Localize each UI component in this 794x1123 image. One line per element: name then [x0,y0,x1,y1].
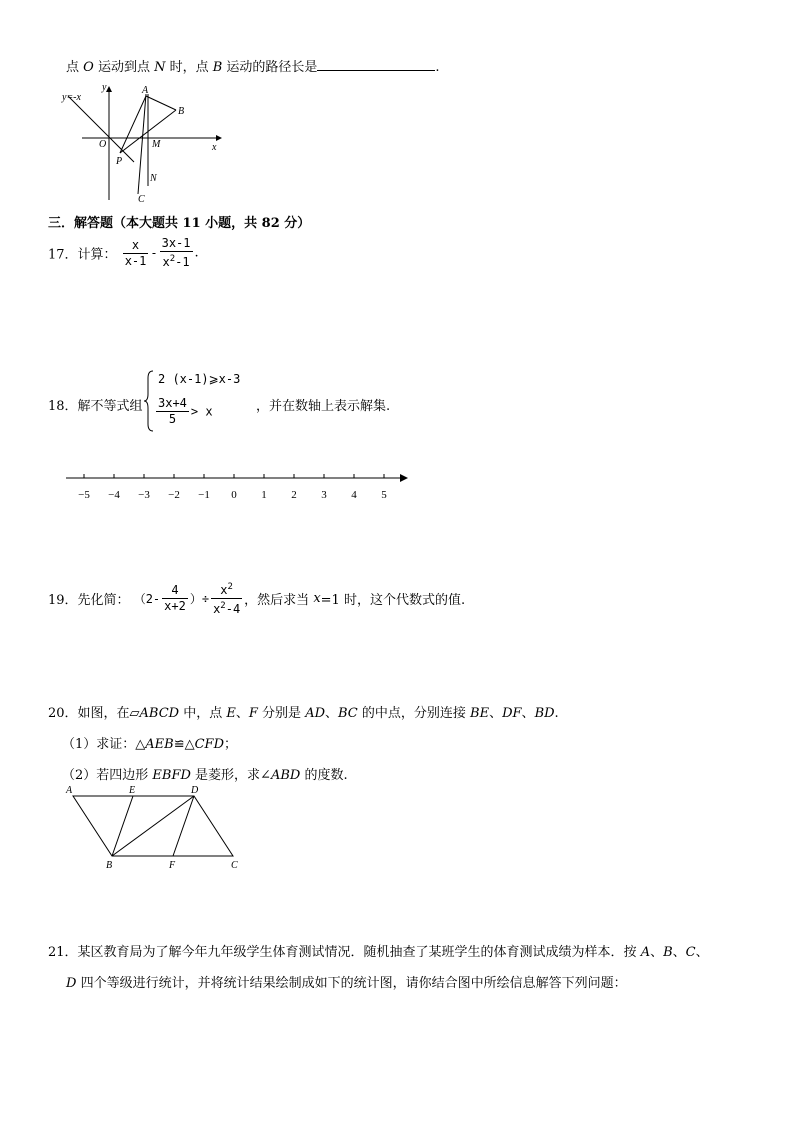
number-line-tick-label: −3 [138,489,150,501]
section-3-title: 三．解答题（本大题共 11 小题，共 82 分） [48,216,311,231]
segment-bd [112,796,194,856]
q18-label: 18．解不等式组 [48,399,143,414]
q20-line: 20．如图，在▱ABCD 中，点 E、F 分别是 AD、BC 的中点，分别连接 BE、DF、BD. [48,706,559,721]
number-line-tick-label: −2 [168,489,180,501]
q19-fraction-2: $\frac{x^2}{x^2-4}$ [213,582,241,616]
y-axis-arrow [106,86,112,92]
label-b: B [106,860,113,871]
number-line-tick-label: 4 [351,489,357,501]
label-c: C [138,194,145,205]
label-x: x [212,142,217,153]
number-line-tick-label: −5 [78,489,90,501]
label-o: O [99,139,107,150]
label-f: F [169,860,176,871]
q19-fraction-1: $\frac{4}{x+2}$ [164,583,186,613]
number-line-tick-label: 5 [381,489,387,501]
segment-df [173,796,194,856]
x-axis-arrow [216,135,222,141]
q20-figure [60,782,260,874]
number-line-tick-label: 2 [291,489,297,501]
number-line-tick-label: 1 [261,489,267,501]
q20-sub2: （2）若四边形 EBFD 是菱形，求∠ABD 的度数. [62,768,348,783]
label-e: E [129,785,136,796]
answer-blank[interactable] [317,58,435,71]
number-line-tick-label: 3 [321,489,327,501]
q18-inequality-2: $\frac{3x+4}{5}$ > x [158,396,213,426]
q17-line: 17．计算： $\frac{x}{x-1}$ - $\frac{3x-1}{x^2-1}$ . [48,236,199,269]
q21-line-2: D 四个等级进行统计，并将统计结果绘制成如下的统计图，请你结合图中所绘信息解答下列问题： [66,976,627,991]
label-y: y [102,82,107,93]
label-b: B [178,106,185,117]
label-m: M [152,139,161,150]
label-a: A [142,85,149,96]
q19-line: 19．先化简： （2- $\frac{4}{x+2}$ ）÷ $\frac{x^2}{x^2-4}$ ，然后求当 x=1 时，这个代数式的值. [48,582,466,616]
segment-be [112,796,133,856]
q18-inequality-1: 2 (x-1)⩾x-3 [158,372,241,386]
label-a: A [66,785,73,796]
number-line-tick-label: −4 [108,489,120,501]
line-y-neg-x [68,96,134,162]
label-c: C [231,860,238,871]
q18-brace [144,370,154,432]
number-line-tick-label: 0 [231,489,237,501]
q18-tail: ，并在数轴上表示解集. [256,399,391,414]
q20-sub1: （1）求证：△AEB≌△CFD； [62,737,238,752]
line-ac [138,94,146,194]
q21-line-1: 21．某区教育局为了解今年九年级学生体育测试情况．随机抽查了某班学生的体育测试成绩为样本．按 A、B、C、 [48,945,709,960]
segment-ab [146,96,176,110]
q17-fraction-1: $\frac{x}{x-1}$ [124,237,147,268]
q16-figure [60,80,230,206]
label-line-eq: y=-x [62,92,81,103]
number-line [60,466,414,506]
label-n: N [150,173,157,184]
label-p: P [116,156,123,167]
q16-tail-line: 点 O 运动到点 N 时，点 B 运动的路径长是 . [66,60,440,75]
number-line-arrow [400,474,408,482]
q17-fraction-2: $\frac{3x-1}{x^2-1}$ [161,236,191,269]
number-line-tick-label: −1 [198,489,210,501]
label-d: D [191,785,199,796]
